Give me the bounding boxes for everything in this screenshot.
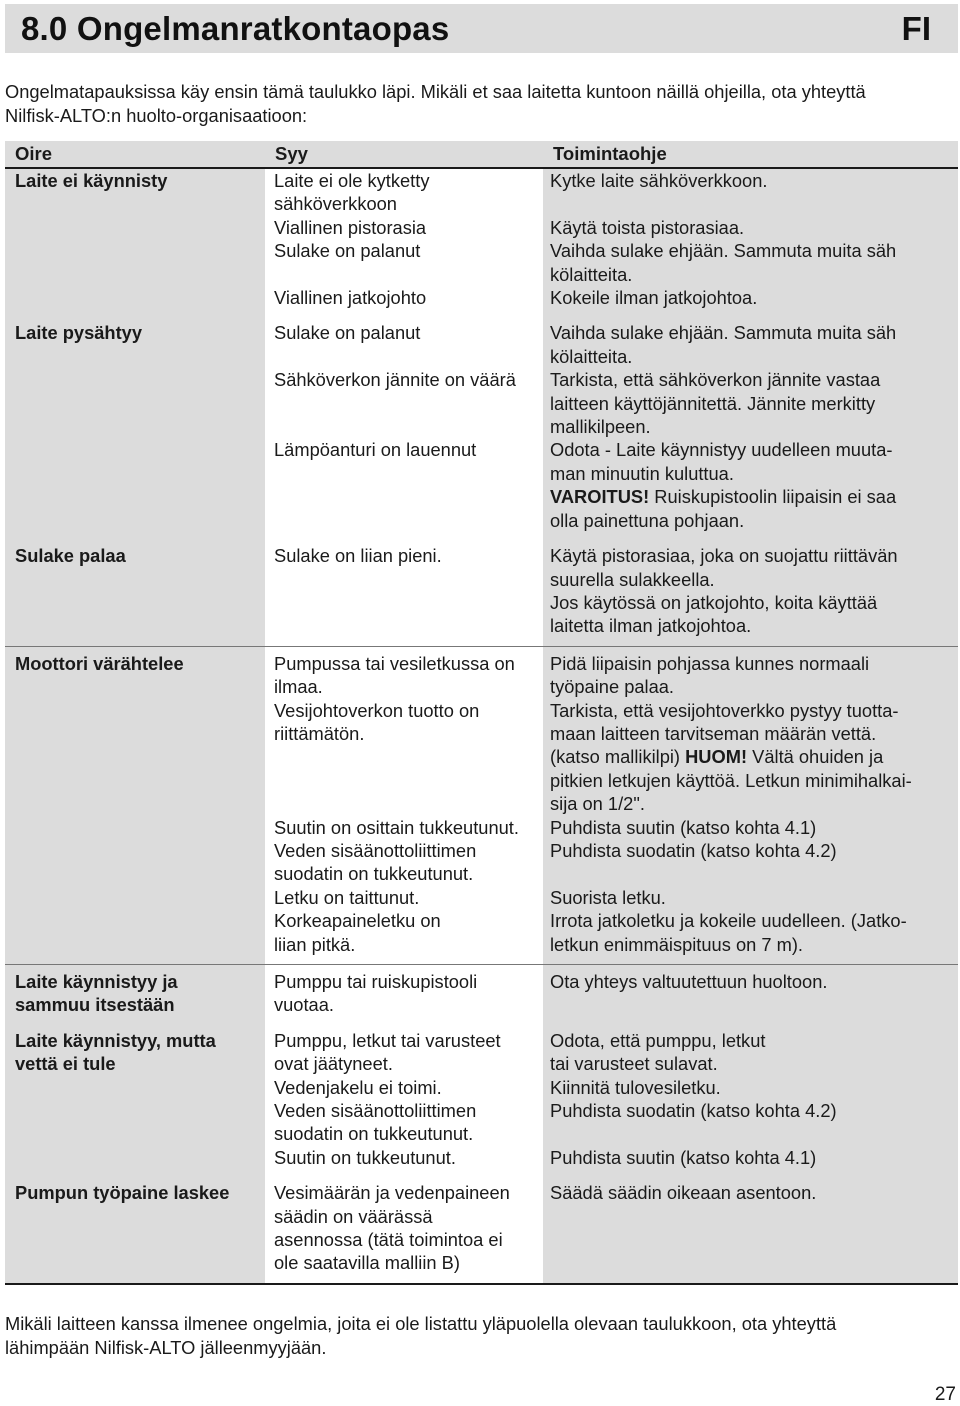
cause-text: Viallinen pistorasia bbox=[274, 216, 427, 238]
action-text: Käytä pistorasiaa, joka on suojattu riittävän bbox=[550, 545, 898, 567]
cause-text: riittämätön. bbox=[274, 722, 365, 744]
symptom-text: Laite pysähtyy bbox=[15, 322, 143, 344]
cause-text: Veden sisäänottoliittimen bbox=[274, 1100, 477, 1122]
cause-text: Letku on taittunut. bbox=[274, 886, 420, 908]
action-text: Puhdista suodatin (katso kohta 4.2) bbox=[550, 839, 837, 861]
action-text: Jos käytössä on jatkojohto, koita käyttää bbox=[550, 591, 878, 613]
cause-text: Vesimäärän ja vedenpaineen bbox=[274, 1182, 510, 1204]
cause-text: Vedenjakelu ei toimi. bbox=[274, 1076, 442, 1098]
table-row bbox=[5, 544, 958, 638]
symptom-text: sammuu itsestään bbox=[15, 994, 175, 1016]
action-text: Puhdista suodatin (katso kohta 4.2) bbox=[550, 1100, 837, 1122]
cause-text: Vesijohtoverkon tuotto on bbox=[274, 699, 480, 721]
cause-cell bbox=[265, 321, 543, 532]
cause-text: ole saatavilla malliin B) bbox=[274, 1252, 460, 1274]
action-cell bbox=[543, 169, 958, 309]
intro-paragraph bbox=[5, 80, 955, 127]
intro-line: Nilfisk-ALTO:n huolto-organisaatioon: bbox=[5, 104, 308, 126]
cause-text: sähköverkkoon bbox=[274, 193, 397, 215]
cause-text: Pumpussa tai vesiletkussa on bbox=[274, 652, 515, 674]
page-number: 27 bbox=[934, 1384, 956, 1405]
cause-text: suodatin on tukkeutunut. bbox=[274, 863, 474, 885]
action-text: pitkien letkujen käyttöä. Letkun minimihalkai- bbox=[550, 769, 912, 791]
action-text: Säädä säädin oikeaan asentoon. bbox=[550, 1182, 817, 1204]
cause-cell bbox=[265, 169, 543, 309]
cause-text: liian pitkä. bbox=[274, 933, 356, 955]
action-text: laitetta ilman jatkojohtoa. bbox=[550, 615, 752, 637]
symptom-text: vettä ei tule bbox=[15, 1053, 116, 1075]
cause-text: Laite ei ole kytketty bbox=[274, 170, 430, 191]
action-text: man minuutin kuluttua. bbox=[550, 462, 734, 484]
symptom-cell bbox=[5, 321, 265, 532]
action-text: Puhdista suutin (katso kohta 4.1) bbox=[550, 816, 817, 838]
row-gap bbox=[5, 309, 958, 321]
cause-text: Lämpöanturi on lauennut bbox=[274, 439, 477, 461]
action-text: tai varusteet sulavat. bbox=[550, 1053, 718, 1075]
action-text bbox=[550, 192, 958, 215]
action-cell bbox=[543, 965, 958, 1017]
cause-text: Pumppu, letkut tai varusteet bbox=[274, 1029, 501, 1051]
row-gap bbox=[5, 532, 958, 544]
cause-text bbox=[274, 769, 543, 792]
cause-text: Suutin on osittain tukkeutunut. bbox=[274, 816, 519, 838]
cause-text bbox=[274, 263, 543, 286]
language-code: FI bbox=[901, 9, 931, 47]
symptom-cell bbox=[5, 544, 265, 638]
action-text: maan laitteen tarvitseman määrän vettä. bbox=[550, 722, 877, 744]
row-separator bbox=[5, 638, 958, 647]
cause-cell bbox=[265, 544, 543, 638]
warning-line bbox=[550, 485, 958, 508]
table-row bbox=[5, 1181, 958, 1283]
action-cell bbox=[543, 544, 958, 638]
action-text: sija on 1/2". bbox=[550, 793, 645, 815]
symptom-cell bbox=[5, 1181, 265, 1283]
action-text: Kiinnitä tulovesiletku. bbox=[550, 1076, 721, 1098]
cause-text: Sulake on liian pieni. bbox=[274, 545, 442, 567]
page-title: 8.0 Ongelmanratkontaopas bbox=[21, 9, 450, 47]
cause-text: vuotaa. bbox=[274, 994, 334, 1016]
symptom-cell bbox=[5, 169, 265, 309]
action-text: Suorista letku. bbox=[550, 886, 666, 908]
footer-line: lähimpään Nilfisk-ALTO jälleenmyyjään. bbox=[5, 1336, 327, 1358]
note-label: HUOM! bbox=[685, 746, 748, 768]
symptom-text: Laite ei käynnisty bbox=[15, 170, 168, 191]
symptom-cell bbox=[5, 965, 265, 1017]
table-row bbox=[5, 169, 958, 309]
action-text: Tarkista, että sähköverkon jännite vastaa bbox=[550, 369, 881, 391]
action-cell bbox=[543, 1029, 958, 1169]
action-text: Kytke laite sähköverkkoon. bbox=[550, 170, 768, 191]
note-line bbox=[550, 745, 958, 768]
cause-text: Veden sisäänottoliittimen bbox=[274, 839, 477, 861]
row-gap bbox=[5, 1017, 958, 1029]
warning-label: VAROITUS! bbox=[550, 486, 650, 508]
row-gap bbox=[5, 1169, 958, 1181]
symptom-cell bbox=[5, 647, 265, 956]
column-header-cause: Syy bbox=[265, 141, 543, 169]
action-text: Tarkista, että vesijohtoverkko pystyy tuotta- bbox=[550, 699, 899, 721]
cause-text: säädin on väärässä bbox=[274, 1205, 433, 1227]
cause-text: asennossa (tätä toimintoa ei bbox=[274, 1229, 503, 1251]
symptom-cell bbox=[5, 1029, 265, 1169]
action-text: mallikilpeen. bbox=[550, 416, 651, 438]
cause-text: ilmaa. bbox=[274, 676, 323, 698]
action-text: Puhdista suutin (katso kohta 4.1) bbox=[550, 1146, 817, 1168]
footer-line: Mikäli laitteen kanssa ilmenee ongelmia, joita ei ole listattu yläpuolella olevaan taulukkoon, ota yhteyttä bbox=[5, 1313, 837, 1334]
action-text: Vaihda sulake ehjään. Sammuta muita säh bbox=[550, 240, 897, 262]
action-text: Odota, että pumppu, letkut bbox=[550, 1029, 766, 1051]
symptom-text: Moottori värähtelee bbox=[15, 652, 184, 674]
cause-text: ovat jäätyneet. bbox=[274, 1053, 393, 1075]
table-row bbox=[5, 321, 958, 532]
row-separator bbox=[5, 956, 958, 965]
note-text: Vältä ohuiden ja bbox=[747, 746, 884, 768]
intro-line: Ongelmatapauksissa käy ensin tämä taulukko läpi. Mikäli et saa laitetta kuntoon näillä ohjeilla, ota yhteyttä bbox=[5, 81, 866, 102]
action-text: työpaine palaa. bbox=[550, 676, 675, 698]
action-text: Vaihda sulake ehjään. Sammuta muita säh bbox=[550, 322, 897, 344]
table-row bbox=[5, 965, 958, 1017]
action-text: Irrota jatkoletku ja kokeile uudelleen. (Jatko- bbox=[550, 910, 907, 932]
table-body bbox=[5, 169, 958, 1283]
cause-text bbox=[274, 745, 543, 768]
action-cell bbox=[543, 321, 958, 532]
cause-text: Sähköverkon jännite on väärä bbox=[274, 369, 516, 391]
cause-text bbox=[274, 415, 543, 438]
action-text: Kokeile ilman jatkojohtoa. bbox=[550, 287, 758, 309]
cause-cell bbox=[265, 965, 543, 1017]
table-row bbox=[5, 1029, 958, 1169]
action-text: kölaitteita. bbox=[550, 263, 633, 285]
cause-text: Sulake on palanut bbox=[274, 240, 421, 262]
action-text: Ota yhteys valtuutettuun huoltoon. bbox=[550, 971, 828, 992]
cause-text bbox=[274, 345, 543, 368]
warning-text: olla painettuna pohjaan. bbox=[550, 509, 745, 531]
symptom-text: Laite käynnistyy, mutta bbox=[15, 1029, 216, 1051]
action-text: kölaitteita. bbox=[550, 345, 633, 367]
table-row bbox=[5, 647, 958, 956]
action-cell bbox=[543, 1181, 958, 1283]
cause-text: Viallinen jatkojohto bbox=[274, 287, 427, 309]
footer-paragraph bbox=[5, 1312, 955, 1359]
symptom-text: Pumpun työpaine laskee bbox=[15, 1182, 230, 1204]
action-text: laitteen käyttöjännitettä. Jännite merkitty bbox=[550, 392, 876, 414]
symptom-text: Laite käynnistyy ja bbox=[15, 971, 178, 992]
action-text bbox=[550, 1122, 958, 1145]
warning-text: Ruiskupistoolin liipaisin ei saa bbox=[649, 486, 897, 508]
action-text: Pidä liipaisin pohjassa kunnes normaali bbox=[550, 652, 870, 674]
action-text: Käytä toista pistorasiaa. bbox=[550, 216, 745, 238]
action-text: Odota - Laite käynnistyy uudelleen muuta- bbox=[550, 439, 893, 461]
symptom-text: Sulake palaa bbox=[15, 545, 126, 567]
table-header-row bbox=[5, 141, 958, 169]
cause-cell bbox=[265, 647, 543, 956]
cause-text: Pumppu tai ruiskupistooli bbox=[274, 971, 478, 992]
section-title-bar bbox=[5, 4, 958, 53]
column-header-symptom: Oire bbox=[5, 141, 265, 169]
cause-text bbox=[274, 792, 543, 815]
note-prefix: (katso mallikilpi) bbox=[550, 746, 686, 768]
table-bottom-rule bbox=[5, 1283, 958, 1285]
cause-text: Sulake on palanut bbox=[274, 322, 421, 344]
action-text bbox=[550, 862, 958, 885]
column-header-action: Toimintaohje bbox=[543, 141, 958, 169]
cause-cell bbox=[265, 1181, 543, 1283]
cause-text bbox=[274, 392, 543, 415]
troubleshooting-table bbox=[5, 141, 958, 1283]
cause-cell bbox=[265, 1029, 543, 1169]
action-text: letkun enimmäispituus on 7 m). bbox=[550, 933, 804, 955]
cause-text: Korkeapaineletku on bbox=[274, 910, 441, 932]
cause-text: Suutin on tukkeutunut. bbox=[274, 1146, 456, 1168]
action-text: suurella sulakkeella. bbox=[550, 568, 715, 590]
cause-text: suodatin on tukkeutunut. bbox=[274, 1123, 474, 1145]
action-cell bbox=[543, 647, 958, 956]
